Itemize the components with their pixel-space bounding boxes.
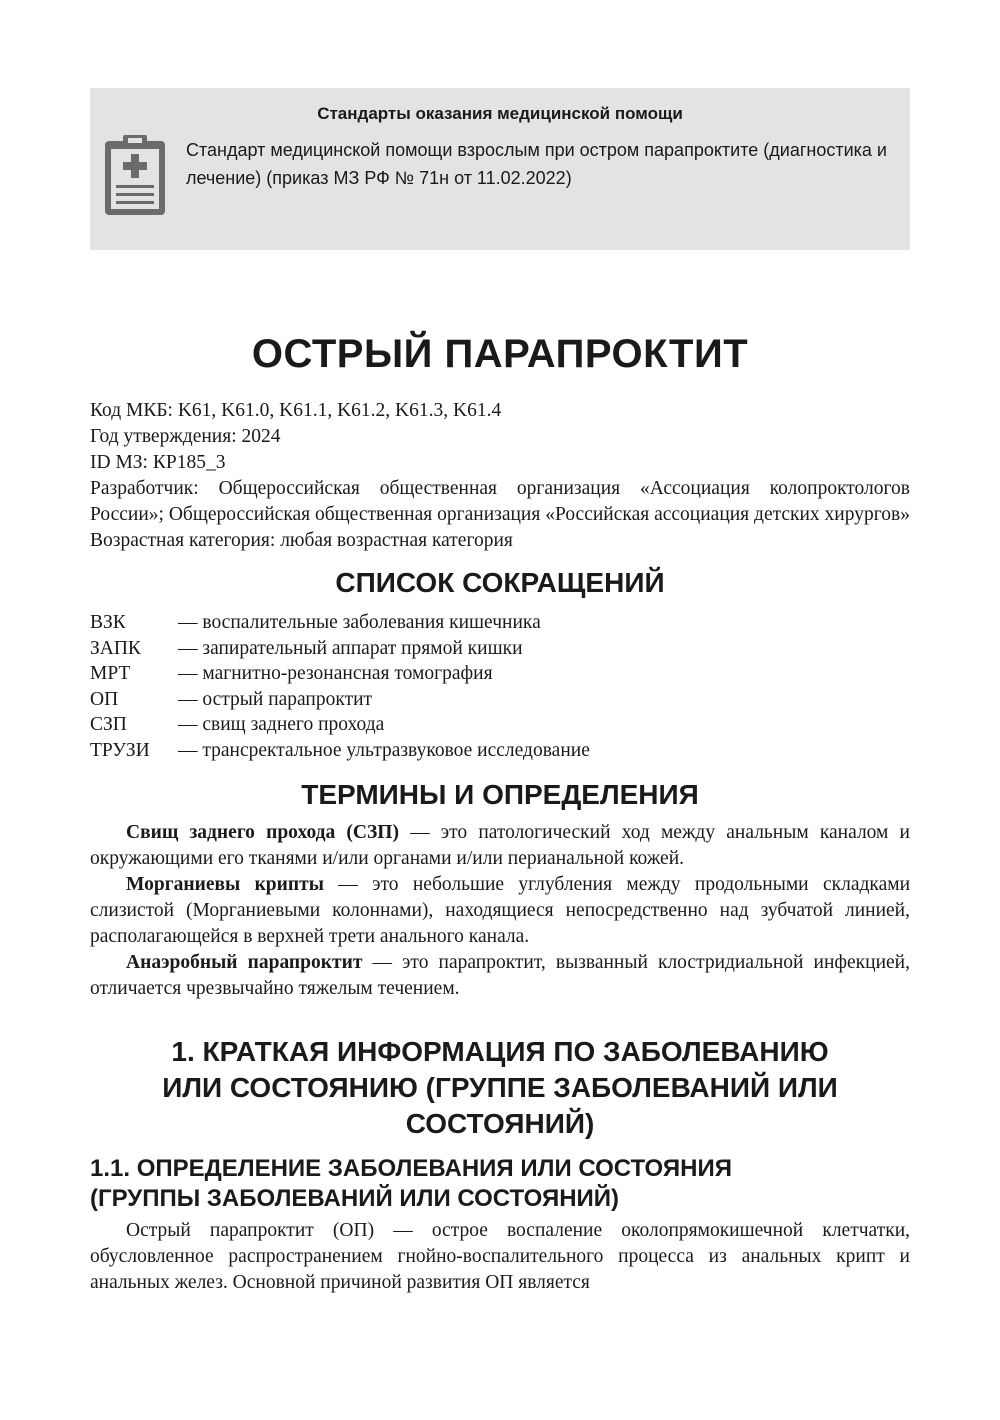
ministry-id: ID МЗ: КР185_3 <box>90 452 226 473</box>
term-paragraph <box>90 950 910 1002</box>
standards-box-text: Стандарт медицинской помощи взрослым при остром парапроктите (диагностика и лечение) (приказ МЗ РФ № 71н от 11.02.2022) <box>186 140 887 188</box>
abbreviation-term: ТРУЗИ <box>90 739 150 761</box>
approval-year: Год утверждения: 2024 <box>90 426 281 447</box>
age-category: Возрастная категория: любая возрастная категория <box>90 530 513 551</box>
subsection-title-line: 1.1. ОПРЕДЕЛЕНИЕ ЗАБОЛЕВАНИЯ ИЛИ СОСТОЯНИЯ <box>90 1154 732 1182</box>
abbreviation-term: ЗАПК <box>90 637 141 659</box>
abbreviation-item <box>90 636 910 662</box>
term-name: Морганиевы крипты <box>126 873 324 895</box>
abbreviation-item <box>90 687 910 713</box>
terms-title: ТЕРМИНЫ И ОПРЕДЕЛЕНИЯ <box>301 778 699 810</box>
term-name: Анаэробный парапроктит <box>126 951 363 973</box>
term-paragraph <box>90 820 910 872</box>
abbreviation-definition: — трансректальное ультразвуковое исследование <box>178 739 590 761</box>
term-definition: — это небольшие углубления между продольными складками слизистой (Морганиевыми колоннами), находящиеся непосредственно над зубчатой линией, располагающейся в верхней трети анального канала. <box>90 873 911 947</box>
term-name: Свищ заднего прохода (СЗП) <box>126 821 399 843</box>
term-paragraph <box>90 872 910 950</box>
standards-box-title: Стандарты оказания медицинской помощи <box>317 104 683 123</box>
document-meta <box>90 398 910 554</box>
term-definition: — это парапроктит, вызванный клостридиальной инфекцией, отличается чрезвычайно тяжелым течением. <box>90 951 910 999</box>
clipboard-medical-icon <box>102 132 168 218</box>
document-page <box>90 88 910 1315</box>
abbreviation-definition: — острый парапроктит <box>178 688 373 710</box>
chapter-title <box>90 1034 910 1142</box>
term-definition: — это патологический ход между анальным каналом и окружающими его тканями и/или органами и/или перианальной кожей. <box>90 821 910 869</box>
abbreviation-term: ОП <box>90 688 119 710</box>
developer: Разработчик: Общероссийская общественная организация «Ассоциация колопроктологов России»; Общероссийская общественная организация «Российская ассоциация детских хирургов» <box>90 478 910 525</box>
abbreviation-definition: — воспалительные заболевания кишечника <box>178 612 541 633</box>
abbreviation-definition: — магнитно-резонансная томография <box>178 663 493 685</box>
abbreviations-list <box>90 610 910 764</box>
abbreviation-term: ВЗК <box>90 612 126 633</box>
abbreviation-item <box>90 661 910 687</box>
abbreviation-term: СЗП <box>90 714 127 736</box>
abbreviation-item <box>90 712 910 738</box>
chapter-title-line: 1. КРАТКАЯ ИНФОРМАЦИЯ ПО ЗАБОЛЕВАНИЮ <box>171 1035 829 1067</box>
abbreviation-term: МРТ <box>90 663 131 685</box>
terms-list <box>90 820 910 1002</box>
abbreviations-title: СПИСОК СОКРАЩЕНИЙ <box>335 567 665 598</box>
subsection-title <box>90 1154 910 1214</box>
page-title: ОСТРЫЙ ПАРАПРОКТИТ <box>251 332 749 376</box>
abbreviation-definition: — свищ заднего прохода <box>178 714 385 736</box>
chapter-title-line: ИЛИ СОСТОЯНИЮ (ГРУППЕ ЗАБОЛЕВАНИЙ ИЛИ СОСТОЯНИЙ) <box>162 1071 838 1139</box>
abbreviation-item <box>90 738 910 764</box>
standards-box <box>90 88 910 250</box>
abbreviation-item <box>90 610 910 636</box>
definition-paragraph: Острый парапроктит (ОП) — острое воспаление околопрямокишечной клетчатки, обусловленное распространением гнойно-воспалительного процесса из анальных крипт и анальных желез. Основной причиной развития ОП является <box>90 1219 910 1293</box>
icd-codes: Код МКБ: K61, K61.0, K61.1, K61.2, K61.3, K61.4 <box>90 400 502 421</box>
abbreviation-definition: — запирательный аппарат прямой кишки <box>178 637 523 659</box>
subsection-title-line: (ГРУППЫ ЗАБОЛЕВАНИЙ ИЛИ СОСТОЯНИЙ) <box>90 1184 620 1212</box>
